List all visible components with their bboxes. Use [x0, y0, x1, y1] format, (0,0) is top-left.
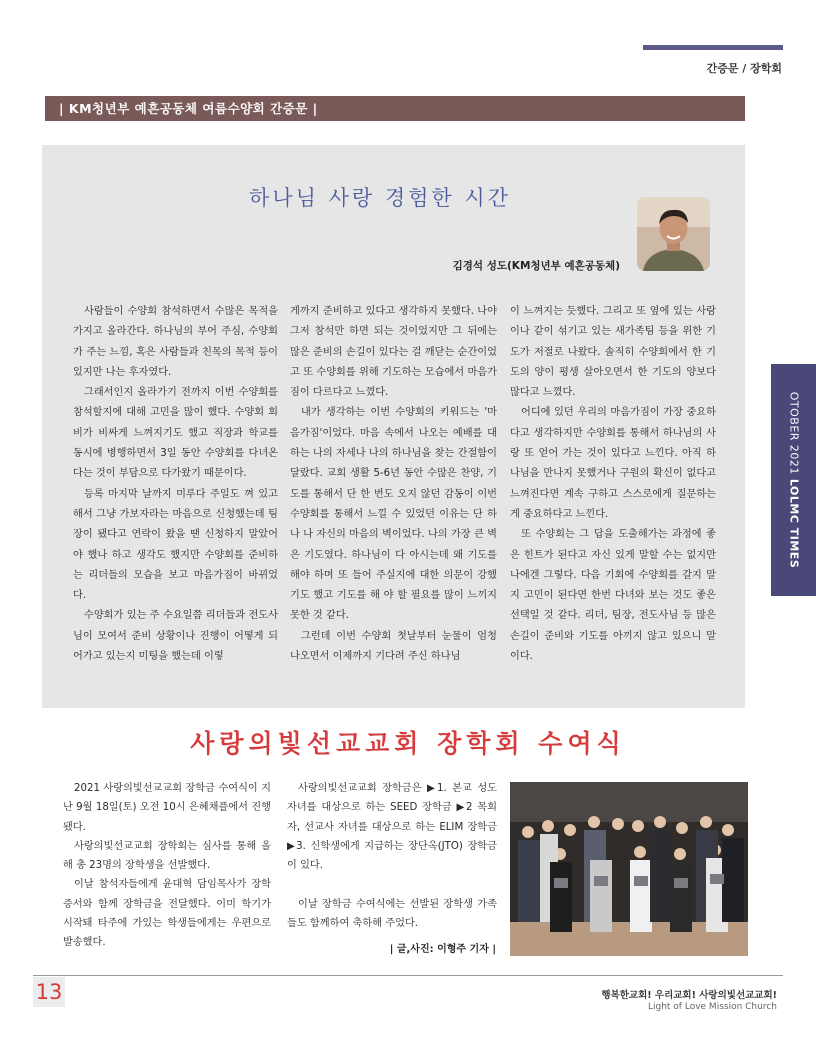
paragraph: 2021 사랑의빛선교교회 장학금 수여식이 지난 9월 18일(토) 오전 10시 은혜채플에서 진행됐다.	[63, 783, 271, 833]
portrait-image	[637, 197, 710, 271]
paragraph: 사랑의빛선교교회 장학회는 심사를 통해 올해 총 23명의 장학생을 선발했다.	[63, 840, 271, 872]
footer-slogan: 행복한교회! 우리교회! 사랑의빛선교교회!	[601, 990, 777, 1001]
group-photo-image	[510, 782, 748, 956]
paragraph: 사랑의빛선교교회 장학금은 ▶1. 본교 성도 자녀를 대상으로 하는 SEED 장학금 ▶2 목회자, 선교사 자녀를 대상으로 하는 ELIM 장학금 ▶3. 신학생에게 지급하는 장단옥(JTO) 장학금이 있다.	[287, 783, 497, 872]
author-byline: 김경석 성도(KM청년부 예흔공동체)	[452, 260, 620, 272]
article-banner: | KM청년부 예흔공동체 여름수양회 간증문 |	[45, 96, 745, 121]
author-portrait	[637, 197, 710, 271]
scholarship-column-2	[287, 779, 497, 933]
side-tab-text	[787, 392, 800, 568]
testimony-column-2	[290, 302, 497, 667]
header-accent-bar	[643, 45, 783, 50]
page-number: 13	[33, 977, 65, 1007]
paragraph: 어디에 있던 우리의 마음가짐이 가장 중요하다고 생각하지만 수양회를 통해서 하나님의 사랑 또 얻어 가는 것이 있다고 느낀다. 아직 하나님을 만나지 못했거나 구원의 확신이 없다고 느껴진다면 계속 구하고 스스로에게 질문하는 게 중요하다고 느낀다.	[510, 407, 716, 520]
paragraph: 이날 참석자들에게 윤대혁 담임목사가 장학증서와 함께 장학금을 전달했다. 이미 학기가 시작돼 타주에 가있는 학생들에게는 우편으로 발송했다.	[63, 879, 271, 949]
scholarship-headline: 사랑의빛선교교회 장학회 수여식	[190, 729, 626, 758]
paragraph: 등록 마지막 날까지 미루다 주일도 껴 있고 해서 그냥 가보자라는 마음으로 신청했는데 팀장이 됐다고 연락이 왔을 땐 신청하지 말았어야 했나 하고 생각도 했지만 수양회를 준비하는 리더들의 모습을 보고 마음가짐이 바뀌었다.	[73, 488, 278, 602]
paragraph: 수양회가 있는 주 수요일쯤 리더들과 전도사님이 모여서 준비 상황이나 진행이 어떻게 되어가고 있는지 미팅을 했는데 이렇	[73, 610, 278, 663]
paragraph: 그런데 이번 수양회 첫날부터 눈물이 엄청 나오면서 이제까지 기다려 주신 하나님	[290, 630, 497, 663]
paragraph: 게까지 준비하고 있다고 생각하지 못했다. 나야 그저 참석만 하면 되는 것이었지만 그 뒤에는 많은 준비의 손길이 있다는 걸 깨닫는 순간이었고 또 수양회를 위해 기도하는 모습에서 마음가짐이 다르다고 느꼈다.	[290, 306, 497, 399]
scholarship-column-1	[63, 779, 271, 953]
paragraph: 사람들이 수양회 참석하면서 수많은 목적을 가지고 올라간다. 하나님의 부어 주심, 수양회가 주는 느낌, 혹은 사람들과 친목의 목적 등이 있지만 나는 후자였다.	[73, 306, 278, 378]
photo-credit: | 글,사진: 이형주 기자 |	[389, 944, 496, 955]
footer-divider	[33, 975, 783, 976]
footer-church-name: Light of Love Mission Church	[647, 1002, 777, 1012]
testimony-title: 하나님 사랑 경험한 시간	[249, 186, 511, 210]
paragraph: 그래서인지 올라가기 전까지 이번 수양회를 참석할지에 대해 고민을 많이 했다. 수양회 회비가 비싸게 느껴지기도 했고 직장과 학교를 동시에 병행하면서 3일 동안 수양회를 다녀온다는 것이 부담으로 다가왔기 때문이다.	[73, 387, 278, 480]
section-label: 간증문 / 장학회	[706, 62, 782, 75]
testimony-column-1	[73, 302, 278, 667]
side-tab	[771, 364, 816, 596]
side-tab-date: OTOBER 2021	[787, 391, 800, 479]
side-tab-title: LOLMC TIMES	[787, 478, 800, 569]
paragraph: 내가 생각하는 이번 수양회의 키워드는 '마음가짐'이었다. 마음 속에서 나오는 예배를 대하는 나의 자세나 나의 하나님을 찾는 간절함이 달랐다. 교회 생활 5-6년 동안 수많은 찬양, 기도를 통해서 단 한 번도 오지 않던 감동이 이번 수양회를 통해서 느낄 수 있었던 이유는 단 하나 나 자신의 마음의 벽이었다. 나의 가장 큰 벽은 기도였다. 하나님이 다 아시는데 왜 기도를 해야 하며 또 들어 주실지에 대한 의문이 강했기도 했고 기도를 해 야 할 필요를 많이 느끼지 못한 것 같다.	[290, 407, 497, 622]
paragraph: 또 수양회는 그 답을 도출해가는 과정에 좋은 힌트가 된다고 자신 있게 말할 수는 없지만 나에겐 그렇다. 다음 기회에 수양회를 갈지 말지 고민이 된다면 한번 다녀와 보는 것도 좋은 선택일 것 같다. 리더, 팀장, 전도사님 등 많은 손길이 준비와 기도를 아끼지 않고 있으니 말이다.	[510, 529, 716, 663]
paragraph: 이 느껴지는 듯했다. 그리고 또 옆에 있는 사람이나 같이 섞기고 있는 새가족팀 등을 위한 기도가 저절로 나왔다. 솔직히 수양회에서 한 기도의 양이 평생 살아오면서 한 기도의 양보다 많다고 느꼈다.	[510, 306, 716, 399]
scholarship-group-photo	[510, 782, 748, 956]
testimony-column-3	[510, 302, 716, 667]
paragraph: 이날 장학금 수여식에는 선발된 장학생 가족들도 함께하여 축하해 주었다.	[287, 898, 497, 930]
